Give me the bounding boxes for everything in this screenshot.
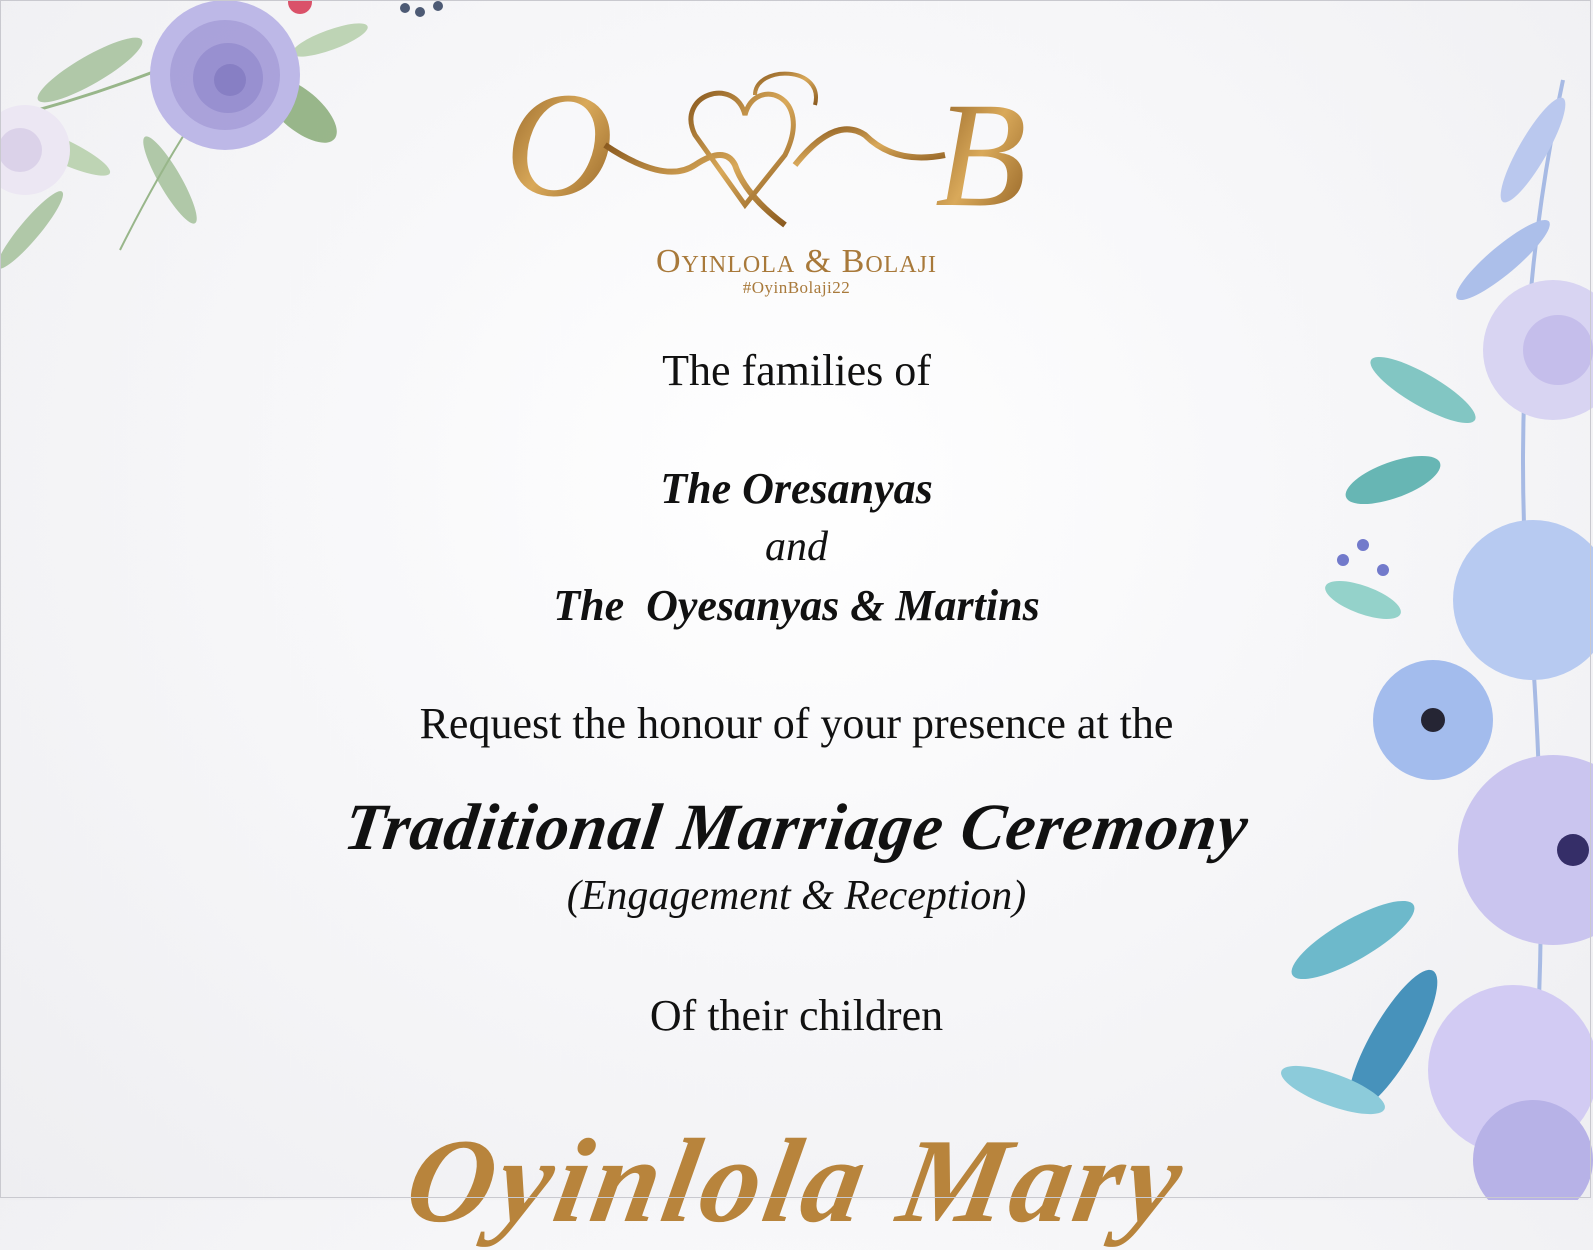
- event-subtitle: (Engagement & Reception): [566, 873, 1027, 919]
- family-two: The Oyesanyas & Martins: [553, 581, 1040, 630]
- monogram-logo: [495, 55, 1085, 235]
- event-title: Traditional Marriage Ceremony: [339, 791, 1254, 864]
- request-line: Request the honour of your presence at the: [419, 699, 1174, 748]
- children-line: Of their children: [649, 991, 944, 1040]
- conjunction: and: [765, 524, 828, 570]
- family-one: The Oresanyas: [660, 464, 933, 513]
- families-intro: The families of: [662, 346, 931, 395]
- monogram-letter-o: O: [505, 62, 614, 228]
- monogram-letter-b: B: [935, 72, 1027, 235]
- couple-name: Oyinlola & Bolaji: [656, 243, 937, 280]
- bride-name: Oyinlola Mary: [397, 1114, 1196, 1247]
- hashtag: #OyinBolaji22: [742, 278, 851, 297]
